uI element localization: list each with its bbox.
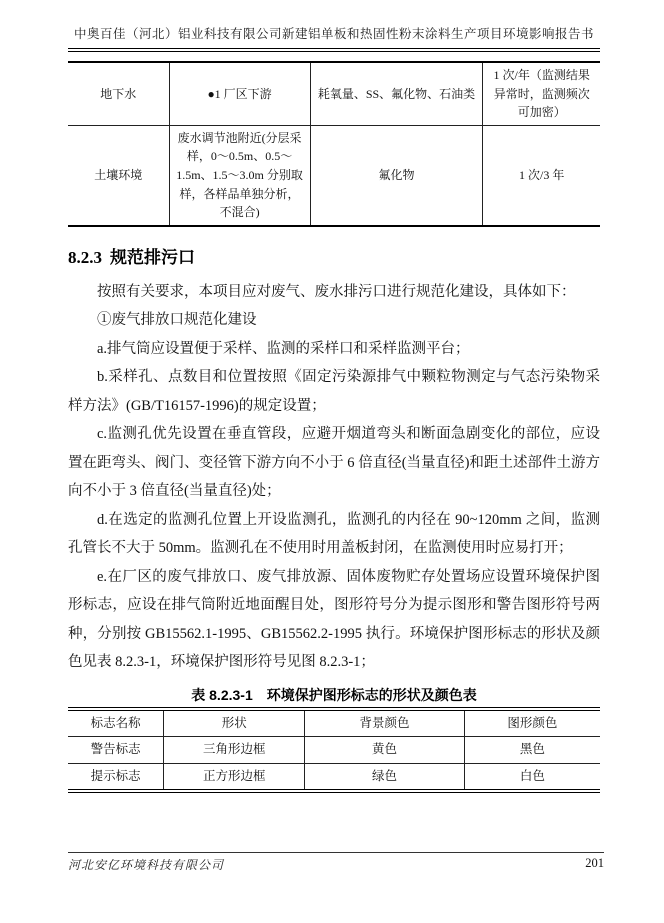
paragraph: c.监测孔优先设置在垂直管段，应避开烟道弯头和断面急剧变化的部位，应设置在距弯头、阀门、变径管下游方向不小于 6 倍直径(当量直径)和距土述部件土游方向不小于 3 倍直径(当量直径)处； xyxy=(68,426,600,500)
table-row xyxy=(68,763,600,791)
cell-category: 地下水 xyxy=(68,62,169,125)
table-row xyxy=(68,737,600,763)
col-header-sign-name: 标志名称 xyxy=(68,709,164,737)
section-number: 8.2.3 xyxy=(68,247,102,267)
paragraph: d.在选定的监测孔位置上开设监测孔，监测孔的内径在 90~120mm 之间，监测孔管长不大于 50mm。监测孔在不使用时用盖板封闭，在监测使用时应易打开； xyxy=(68,511,600,557)
paragraph: 按照有关要求，本项目应对废气、废水排污口进行规范化建设，具体如下： xyxy=(97,283,576,300)
sign-table xyxy=(68,707,600,793)
sign-table-caption xyxy=(68,685,600,705)
cell-shape: 三角形边框 xyxy=(164,737,305,763)
paragraph: e.在厂区的废气排放口、废气排放源、固体废物贮存处置场应设置环境保护图形标志，应设在排气筒附近地面醒目处，图形符号分为提示图形和警告图形符号两种，分别按 GB15562.1-1995、GB15562.2-1995 执行。环境保护图形标志的形状及颜色见表 8.2.3-1，环境保护图形符号见图 8.2.3-1； xyxy=(68,568,600,671)
cell-bg-color: 绿色 xyxy=(305,763,465,791)
cell-factors: 耗氧量、SS、氟化物、石油类 xyxy=(310,62,483,125)
paragraph: ①废气排放口规范化建设 xyxy=(97,312,257,329)
cell-bg-color: 黄色 xyxy=(305,737,465,763)
sign-table-title-text: 环境保护图形标志的形状及颜色表 xyxy=(266,686,477,703)
table-row xyxy=(68,62,600,125)
cell-location: ●1 厂区下游 xyxy=(169,62,310,125)
page-footer xyxy=(68,852,604,873)
cell-sign-name: 警告标志 xyxy=(68,737,164,763)
section-title: 规范排污口 xyxy=(110,247,195,267)
col-header-bg-color: 背景颜色 xyxy=(305,709,465,737)
col-header-graphic-color: 图形颜色 xyxy=(464,709,600,737)
page-header-title: 中奥百佳（河北）铝业科技有限公司新建铝单板和热固性粉末涂料生产项目环境影响报告书 xyxy=(73,27,594,41)
header-divider xyxy=(68,48,600,52)
section-heading xyxy=(68,243,600,268)
cell-factors: 氟化物 xyxy=(310,125,483,225)
page-number: 201 xyxy=(585,856,604,870)
cell-graphic-color: 白色 xyxy=(464,763,600,791)
cell-frequency: 1 次/3 年 xyxy=(483,125,600,225)
cell-category: 土壤环境 xyxy=(68,125,169,225)
table-header-row xyxy=(68,709,600,737)
section-body xyxy=(68,278,600,677)
cell-graphic-color: 黑色 xyxy=(464,737,600,763)
col-header-shape: 形状 xyxy=(164,709,305,737)
table-row xyxy=(68,125,600,225)
paragraph: b.采样孔、点数目和位置按照《固定污染源排气中颗粒物测定与气态污染物采样方法》(GB/T16157-1996)的规定设置； xyxy=(68,369,600,414)
paragraph: a.排气筒应设置便于采样、监测的采样口和采样监测平台； xyxy=(97,340,470,357)
cell-shape: 正方形边框 xyxy=(164,763,305,791)
cell-frequency: 1 次/年（监测结果异常时，监测频次可加密） xyxy=(483,62,600,125)
cell-sign-name: 提示标志 xyxy=(68,763,164,791)
footer-company-name: 河北安亿环境科技有限公司 xyxy=(68,858,225,872)
monitoring-table xyxy=(68,61,600,227)
cell-location: 废水调节池附近(分层采样，0～0.5m、0.5～1.5m、1.5～3.0m 分别取样，各样品单独分析，不混合) xyxy=(169,125,310,225)
sign-table-number: 表 8.2.3-1 xyxy=(191,686,253,703)
